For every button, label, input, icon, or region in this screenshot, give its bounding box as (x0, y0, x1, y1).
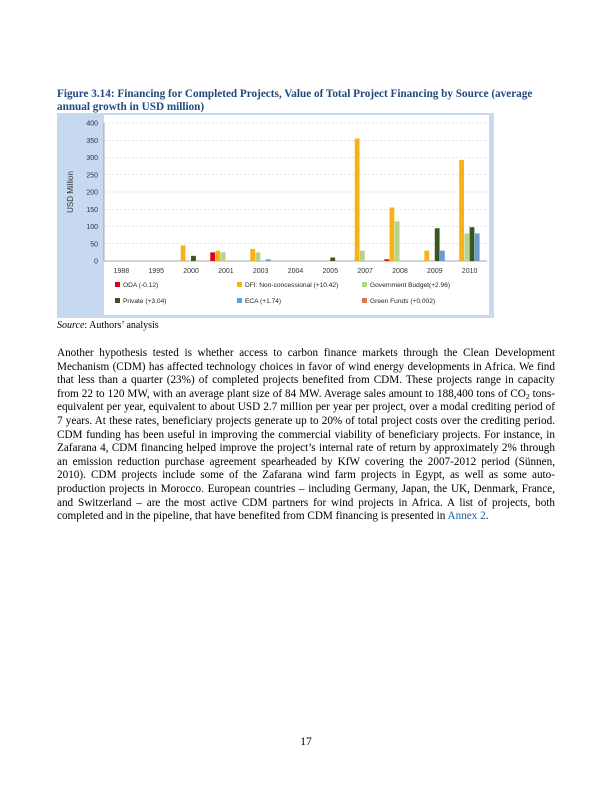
bar (181, 245, 186, 261)
x-tick-label: 2004 (287, 268, 304, 275)
x-tick-label: 2008 (392, 268, 408, 275)
bar (330, 258, 335, 261)
bar (355, 139, 360, 261)
legend-swatch (362, 282, 367, 287)
x-tick-label: 2007 (357, 268, 373, 275)
legend-label: ODA (-0.12) (123, 282, 159, 289)
bar (255, 252, 260, 261)
x-tick-label: 2000 (183, 268, 199, 275)
bar (464, 233, 469, 261)
legend-swatch (115, 282, 120, 287)
x-tick-label: 2005 (322, 268, 339, 275)
bar (215, 251, 220, 261)
body-text-end: . (485, 510, 489, 523)
bar (360, 251, 365, 261)
x-tick-label: 1988 (113, 268, 130, 275)
bar (210, 252, 215, 261)
bar (191, 256, 196, 261)
legend-label: Green Funds (+0.002) (370, 298, 436, 305)
y-axis-title: USD Million (66, 171, 75, 213)
page-number: 17 (300, 736, 312, 748)
legend-swatch (115, 298, 120, 303)
bar (435, 228, 440, 261)
legend-item (115, 282, 158, 290)
figure-source (57, 320, 159, 331)
x-tick-label: 2003 (252, 268, 269, 275)
body-text-part-1: Another hypothesis tested is whether access to carbon finance markets through the Clean Development Mechanism (CDM) has affected technology choices in favor of wind energy developments in Africa. We find that less than a quarter (23%) of completed projects benefited from CDM. These projects range in capacity from 22 to 120 MW, with an average plant size of 84 MW. Average sales amount to 188,400 tons of CO (57, 347, 555, 400)
bar (221, 252, 226, 261)
legend-label: DFI: Non-concessional (+10.42) (245, 282, 339, 289)
bar (459, 160, 464, 261)
legend-swatch (237, 298, 242, 303)
y-tick-label: 400 (86, 120, 98, 128)
bar (475, 233, 480, 261)
y-tick-label: 100 (86, 224, 98, 231)
x-tick-label: 2010 (461, 268, 478, 275)
y-tick-label: 150 (86, 206, 98, 214)
figure-title: Figure 3.14: Financing for Completed Projects, Value of Total Project Financing by Source (average annual growth in USD million) (57, 88, 533, 113)
body-paragraph (57, 347, 555, 524)
x-tick-label: 2009 (426, 268, 443, 275)
legend-label: ECA (+1.74) (245, 298, 282, 305)
annex-2-link[interactable]: Annex 2 (447, 510, 486, 523)
x-tick-label: 2001 (218, 268, 234, 275)
bar (424, 251, 429, 261)
legend-item (237, 282, 338, 290)
legend-item (362, 298, 435, 306)
bar (384, 259, 389, 261)
y-tick-label: 50 (90, 241, 98, 249)
bar (250, 249, 255, 261)
y-tick-label: 300 (86, 155, 98, 162)
bar (395, 221, 400, 261)
legend-item (237, 298, 281, 306)
bar (440, 251, 445, 261)
y-tick-label: 350 (86, 137, 98, 145)
body-text-part-2: tons-equivalent per year, equivalent to about USD 2.7 million per year per project, over a modal crediting period of 7 years. At these rates, beneficiary projects generate up to 20% of total project costs over the crediting period. CDM funding has been useful in improving the commercial viability of beneficiary projects. For instance, in Zafarana 4, CDM financing helped improve the project’s internal rate of return by approximately 2% through an emission reduction purchase agreement spearheaded by KfW covering the 2007-2012 period (Sünnen, 2010). CDM projects include some of the Zafarana wind farm projects in Egypt, as well as some auto-production projects in Morocco. European countries – including Germany, Japan, the UK, Denmark, France, and Switzerland – are the most active CDM partners for wind projects in Africa. A list of projects, both completed and in the pipeline, that have benefited from CDM financing is presented in (57, 387, 556, 523)
y-tick-label: 250 (86, 172, 98, 180)
legend-swatch (237, 282, 242, 287)
source-label: Source (57, 320, 85, 331)
legend-swatch (362, 298, 367, 303)
bar (470, 227, 475, 261)
legend-item (362, 282, 450, 290)
y-tick-label: 200 (86, 189, 98, 197)
legend-item (115, 298, 166, 306)
bar (390, 208, 395, 261)
source-text: : Authors’ analysis (84, 320, 159, 331)
legend-label: Private (+3.04) (123, 298, 167, 305)
legend-label: Government Budget(+2.96) (370, 282, 451, 289)
bar (266, 259, 271, 261)
x-tick-label: 1995 (148, 268, 165, 275)
y-tick-label: 0 (94, 258, 98, 266)
co2-subscript: 2 (525, 391, 530, 401)
